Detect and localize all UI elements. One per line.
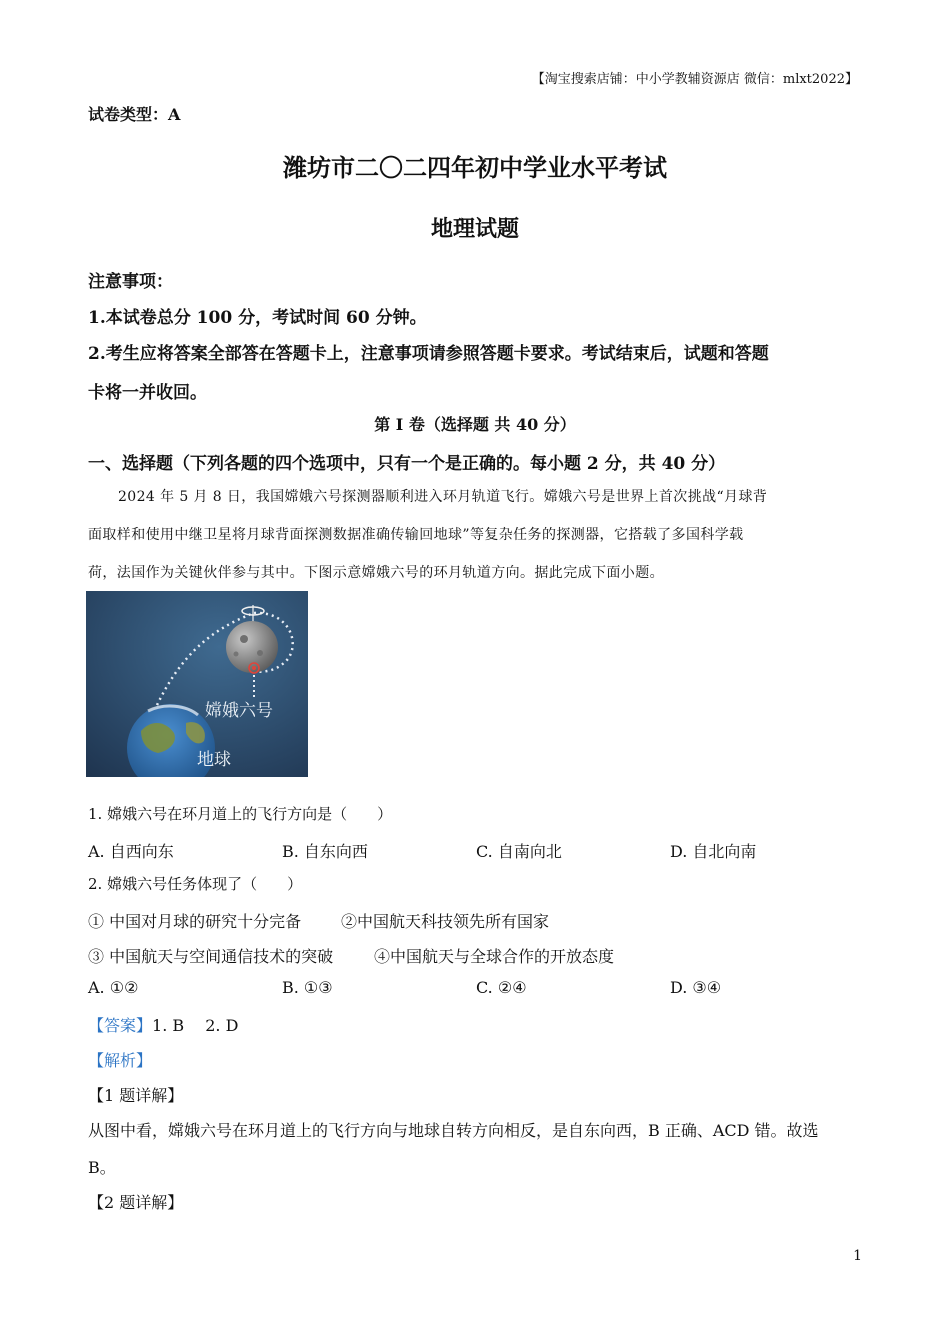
q2-statement-4: ④中国航天与全球合作的开放态度: [374, 947, 615, 966]
paper-type: 试卷类型：A: [88, 105, 181, 124]
earth-label: 地球: [197, 750, 231, 770]
analysis-label: 【解析】: [88, 1051, 153, 1070]
answer-text: 1. B 2. D: [152, 1016, 239, 1035]
q1-option-a: A. 自西向东: [88, 842, 174, 861]
page-title: 潍坊市二〇二四年初中学业水平考试: [283, 153, 667, 182]
passage-line-2: 面取样和使用中继卫星将月球背面探测数据准确传输回地球”等复杂任务的探测器，它搭载了多国科学载: [88, 527, 744, 543]
notes-item-1: 1.本试卷总分 100 分，考试时间 60 分钟。: [88, 308, 427, 328]
q1-option-b: B. 自东向西: [282, 842, 368, 861]
orbit-illustration: [86, 591, 308, 777]
part-title: 一、选择题（下列各题的四个选项中，只有一个是正确的。每小题 2 分，共 40 分）: [88, 454, 726, 474]
q1-stem: 1. 嫦娥六号在环月道上的飞行方向是（ ）: [88, 805, 393, 823]
q2-option-c: C. ②④: [476, 978, 527, 997]
q1-option-d: D. 自北向南: [670, 842, 757, 861]
q2-statement-2: ②中国航天科技领先所有国家: [341, 912, 550, 931]
answer-line: [88, 1013, 238, 1036]
q1-option-c: C. 自南向北: [476, 842, 562, 861]
q2-statement-3: ③ 中国航天与空间通信技术的突破: [88, 947, 334, 966]
passage-line-1: 2024 年 5 月 8 日，我国嫦娥六号探测器顺利进入环月轨道飞行。嫦娥六号是世界上首次挑战“月球背: [118, 489, 768, 505]
q2-statement-1: ① 中国对月球的研究十分完备: [88, 912, 302, 931]
q2-stem: 2. 嫦娥六号任务体现了（ ）: [88, 875, 303, 893]
notes-item-2-line1: 2.考生应将答案全部答在答题卡上，注意事项请参照答题卡要求。考试结束后，试题和答题: [88, 344, 769, 364]
detail-1-line-2: B。: [88, 1158, 116, 1177]
q2-option-b: B. ①③: [282, 978, 333, 997]
notes-heading: 注意事项：: [88, 272, 173, 292]
header-note: 【淘宝搜索店铺：中小学教辅资源店 微信：mlxt2022】: [531, 72, 858, 87]
notes-item-2-line2: 卡将一并收回。: [88, 383, 207, 403]
answer-label: 【答案】: [88, 1016, 153, 1035]
passage-line-3: 荷，法国作为关键伙伴参与其中。下图示意嫦娥六号的环月轨道方向。据此完成下面小题。: [88, 565, 664, 581]
detail-2-heading: 【2 题详解】: [88, 1193, 184, 1212]
orbit-figure: [86, 591, 308, 777]
detail-1-heading: 【1 题详解】: [88, 1086, 184, 1105]
q2-option-a: A. ①②: [88, 978, 139, 997]
page-subtitle: 地理试题: [430, 216, 519, 242]
page-number: 1: [853, 1248, 862, 1264]
probe-label: 嫦娥六号: [205, 701, 273, 721]
moon: [226, 621, 278, 673]
q2-option-d: D. ③④: [670, 978, 722, 997]
detail-1-line-1: 从图中看，嫦娥六号在环月道上的飞行方向与地球自转方向相反，是自东向西，B 正确、ACD 错。故选: [88, 1121, 819, 1140]
section-title: 第 I 卷（选择题 共 40 分）: [374, 415, 576, 434]
